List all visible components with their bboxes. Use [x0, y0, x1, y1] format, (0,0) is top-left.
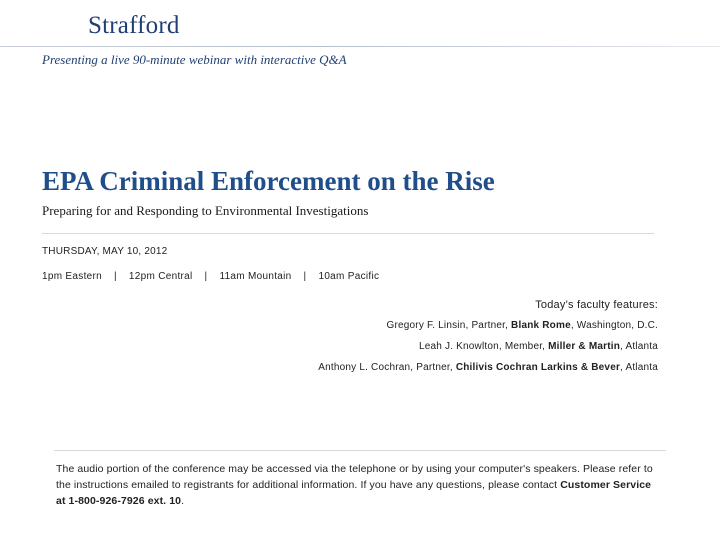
time-central: 12pm Central	[128, 271, 193, 282]
speaker-name: Leah J. Knowlton, Member,	[418, 341, 549, 352]
speaker-location: , Atlanta	[620, 341, 658, 352]
speaker-firm: Miller & Martin	[548, 341, 621, 352]
header-divider	[0, 46, 720, 47]
tagline: Presenting a live 90-minute webinar with interactive Q&A	[42, 52, 347, 67]
faculty-speaker	[318, 341, 658, 352]
speaker-firm: Chilivis Cochran Larkins & Bever	[455, 362, 621, 373]
notice-divider	[54, 450, 666, 451]
audio-notice	[56, 461, 656, 509]
time-separator: |	[303, 271, 307, 282]
speaker-name: Gregory F. Linsin, Partner,	[386, 320, 512, 331]
webinar-times	[42, 271, 379, 282]
webinar-date: THURSDAY, MAY 10, 2012	[42, 246, 168, 257]
notice-end: .	[181, 495, 185, 507]
speaker-firm: Blank Rome	[511, 320, 571, 331]
faculty-heading: Today’s faculty features:	[535, 299, 658, 311]
strafford-logo: Strafford	[88, 12, 180, 39]
time-separator: |	[204, 271, 208, 282]
speaker-location: , Washington, D.C.	[570, 320, 658, 331]
speaker-name: Anthony L. Cochran, Partner,	[318, 362, 456, 373]
time-pacific: 10am Pacific	[318, 271, 380, 282]
faculty-speaker	[318, 320, 658, 331]
webinar-subtitle: Preparing for and Responding to Environmental Investigations	[42, 203, 369, 218]
section-divider	[42, 233, 654, 234]
faculty-speaker	[318, 362, 658, 373]
speaker-location: , Atlanta	[620, 362, 658, 373]
faculty-list	[318, 299, 658, 383]
time-separator: |	[114, 271, 117, 282]
time-eastern: 1pm Eastern	[42, 271, 102, 282]
webinar-title: EPA Criminal Enforcement on the Rise	[42, 166, 495, 196]
customer-service-contact: Customer Service at 1-800-926-7926 ext. 10	[56, 479, 652, 507]
time-mountain: 11am Mountain	[219, 271, 292, 282]
notice-text: The audio portion of the conference may be accessed via the telephone or by using your computer's speakers. Please refer to the instructions emailed to registrants for additional information. If you have any questions, please contact	[56, 463, 653, 491]
